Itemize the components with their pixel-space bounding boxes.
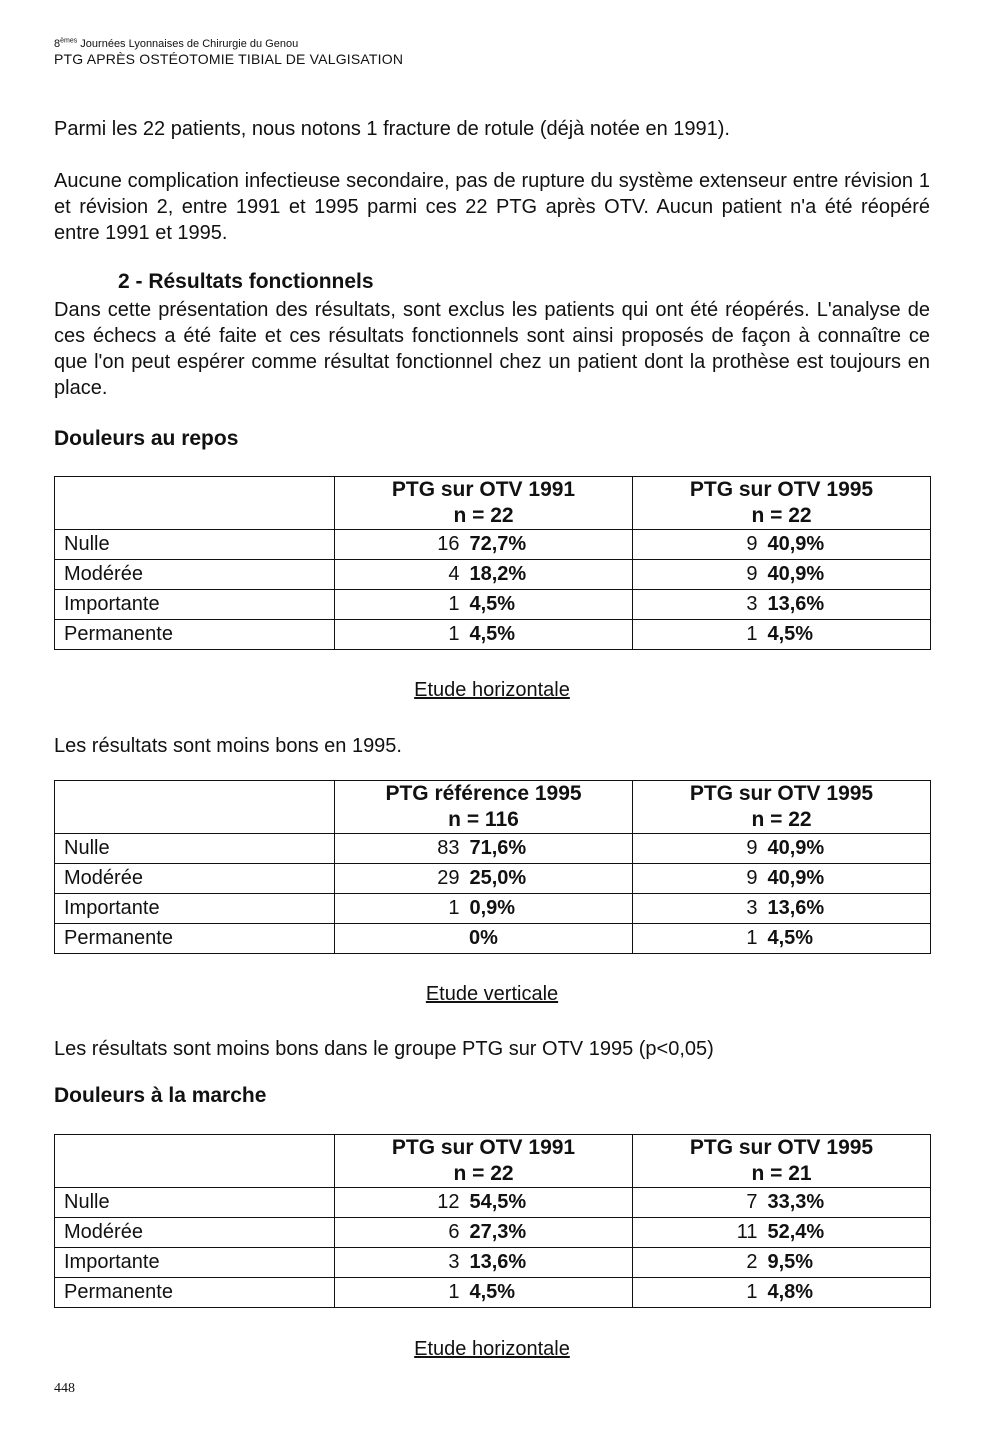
cell-value: 11 52,4% xyxy=(633,1218,931,1248)
heading-douleurs-repos: Douleurs au repos xyxy=(54,427,239,450)
row-label: Permanente xyxy=(55,1278,335,1308)
cell-value: 4 18,2% xyxy=(335,560,633,590)
cell-value: 9 40,9% xyxy=(633,560,931,590)
cell-value: 0% xyxy=(335,924,633,954)
row-label: Importante xyxy=(55,1248,335,1278)
caption-etude-verticale: Etude verticale xyxy=(425,983,559,1005)
cell-value: 29 25,0% xyxy=(335,864,633,894)
heading-douleurs-marche: Douleurs à la marche xyxy=(54,1084,267,1107)
row-label: Importante xyxy=(55,590,335,620)
table-row xyxy=(55,894,931,924)
running-header xyxy=(54,38,403,68)
cell-value: 6 27,3% xyxy=(335,1218,633,1248)
table-row xyxy=(55,834,931,864)
table-row xyxy=(55,620,931,650)
cell-value: 9 40,9% xyxy=(633,530,931,560)
cell-value: 12 54,5% xyxy=(335,1188,633,1218)
subheading-results: 2 - Résultats fonctionnels xyxy=(118,270,374,293)
cell-value: 9 40,9% xyxy=(633,864,931,894)
table-row xyxy=(55,1218,931,1248)
cell-value: 3 13,6% xyxy=(633,590,931,620)
page-number: 448 xyxy=(54,1381,75,1396)
table-repos-horizontal xyxy=(54,476,931,650)
table-row xyxy=(55,530,931,560)
table-row xyxy=(55,924,931,954)
table-row xyxy=(55,590,931,620)
header-empty-cell xyxy=(55,1135,335,1188)
row-label: Permanente xyxy=(55,620,335,650)
header-title: PTG APRÈS OSTÉOTOMIE TIBIAL DE VALGISATION xyxy=(54,51,404,68)
cell-value: 9 40,9% xyxy=(633,834,931,864)
cell-value: 3 13,6% xyxy=(633,894,931,924)
table-header-row xyxy=(55,477,931,530)
table-row xyxy=(55,1248,931,1278)
table-row xyxy=(55,1188,931,1218)
header-col-3: PTG sur OTV 1995 n = 21 xyxy=(633,1135,931,1188)
paragraph-complications: Aucune complication infectieuse secondaire, pas de rupture du système extenseur entre révision 1 et révision 2, entre 1991 et 1995 parmi ces 22 PTG après OTV. Aucun patient n'a été réopéré entre 1991 et 1995. xyxy=(54,170,930,244)
row-label: Nulle xyxy=(55,834,335,864)
cell-value: 1 4,5% xyxy=(633,620,931,650)
header-col-3: PTG sur OTV 1995 n = 22 xyxy=(633,781,931,834)
row-label: Importante xyxy=(55,894,335,924)
cell-value: 3 13,6% xyxy=(335,1248,633,1278)
table-repos-vertical xyxy=(54,780,931,954)
header-empty-cell xyxy=(55,477,335,530)
cell-value: 7 33,3% xyxy=(633,1188,931,1218)
paragraph-moins-bons-1995: Les résultats sont moins bons en 1995. xyxy=(54,735,402,757)
row-label: Permanente xyxy=(55,924,335,954)
paragraph-fracture: Parmi les 22 patients, nous notons 1 fracture de rotule (déjà notée en 1991). xyxy=(54,118,730,140)
paragraph-presentation: Dans cette présentation des résultats, sont exclus les patients qui ont été réopérés. L'analyse de ces échecs a été faite et ces résultats fonctionnels sont ainsi proposés de façon à connaître ce que l'on peut espérer comme résultat fonctionnel chez un patient dont la prothèse est toujours en place. xyxy=(54,299,930,399)
table-marche-horizontal xyxy=(54,1134,931,1308)
cell-value: 2 9,5% xyxy=(633,1248,931,1278)
caption-etude-horizontale-2: Etude horizontale xyxy=(414,1338,570,1360)
cell-value: 1 4,5% xyxy=(633,924,931,954)
cell-value: 83 71,6% xyxy=(335,834,633,864)
row-label: Nulle xyxy=(55,530,335,560)
header-col-3: PTG sur OTV 1995 n = 22 xyxy=(633,477,931,530)
row-label: Nulle xyxy=(55,1188,335,1218)
row-label: Modérée xyxy=(55,1218,335,1248)
cell-value: 1 4,5% xyxy=(335,1278,633,1308)
table-row xyxy=(55,560,931,590)
row-label: Modérée xyxy=(55,560,335,590)
header-col-2: PTG référence 1995 n = 116 xyxy=(335,781,633,834)
table-row xyxy=(55,1278,931,1308)
header-col-2: PTG sur OTV 1991 n = 22 xyxy=(335,1135,633,1188)
table-header-row xyxy=(55,1135,931,1188)
table-row xyxy=(55,864,931,894)
cell-value: 1 4,8% xyxy=(633,1278,931,1308)
cell-value: 1 0,9% xyxy=(335,894,633,924)
paragraph-p-value: Les résultats sont moins bons dans le groupe PTG sur OTV 1995 (p<0,05) xyxy=(54,1038,714,1060)
cell-value: 16 72,7% xyxy=(335,530,633,560)
header-empty-cell xyxy=(55,781,335,834)
row-label: Modérée xyxy=(55,864,335,894)
cell-value: 1 4,5% xyxy=(335,590,633,620)
header-conference: 8èmes Journées Lyonnaises de Chirurgie du Genou xyxy=(54,37,299,50)
table-header-row xyxy=(55,781,931,834)
cell-value: 1 4,5% xyxy=(335,620,633,650)
header-col-2: PTG sur OTV 1991 n = 22 xyxy=(335,477,633,530)
caption-etude-horizontale-1: Etude horizontale xyxy=(414,679,570,701)
